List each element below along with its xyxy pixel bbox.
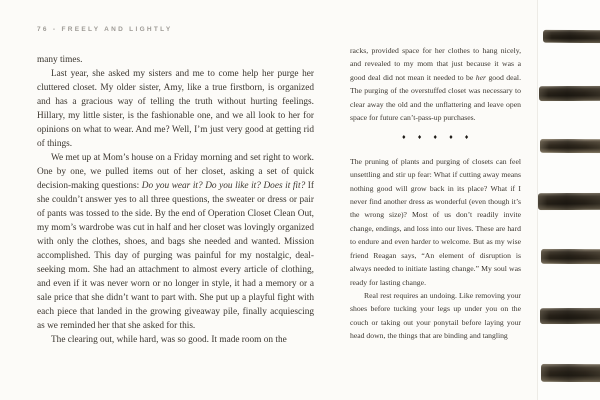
paragraph: Real rest requires an undoing. Like removing your shoes before tucking your legs up under you on the couch or taking out your ponytail before laying your head down, the things that are binding and tangling [350, 290, 521, 341]
brush-stroke [539, 86, 600, 101]
right-page [350, 44, 521, 343]
italic-questions: Do you wear it? Do you like it? Does it fit? [141, 181, 306, 191]
paragraph [37, 151, 314, 333]
paragraph: The pruning of plants and purging of closets can feel unsettling and stir up fear: What if cutting away means nothing good will grow back in its place? What if I never find another dress as wonderful (even though it’s the wrong size)? Most of us don’t readily invite change, endings, and loss into our lives. These are hard to endure and even harder to welcome. But as my wise friend Reagan says, “An element of disruption is always needed to initiate lasting change.” My soul was ready for lasting change. [350, 156, 521, 287]
paragraph: Last year, she asked my sisters and me to come help her purge her cluttered closet. My older sister, Amy, like a true firstborn, is organized and has a gracious way of telling the truth without hurting feelings. Hillary, my little sister, is the fashionable one, and we all look to her for opinions on what to wear. And me? Well, I’m just very good at getting rid of things. [37, 69, 314, 149]
brush-stroke [538, 193, 600, 210]
paragraph-text: We met up at Mom’s house on a Friday morning and set right to work. One by one, we pulled items out of her closet, asking a set of quick decision-making questions: [37, 153, 314, 191]
section-break-dots: ♦ ♦ ♦ ♦ ♦ [401, 135, 474, 142]
brush-stroke [540, 139, 600, 153]
brush-stroke [541, 249, 600, 264]
paragraph-text: If she couldn’t answer yes to all three questions, the sweater or dress or pair of pants was tossed to the side. By the end of Operation Closet Clean Out, my mom’s wardrobe was cut in half and her closet was lovingly organized with only the clothes, shoes, and bags she needed and wanted. Mission accomplished. This day of purging was painful for my nostalgic, deal-seeking mom. She had an attachment to almost every article of clothing, and even if it was never worn or no longer in style, it had a memory or a sale price that she didn’t want to part with. She put up a playful fight with each piece that landed in the growing giveaway pile, finally acquiescing as we reminded her that she asked for this. [37, 181, 314, 331]
brush-stroke [540, 308, 600, 324]
ink-brush-artwork [537, 0, 600, 400]
left-page [37, 53, 314, 347]
italic-her: her [475, 72, 486, 82]
paragraph-text: racks, provided space for her clothes to hang nicely, and revealed to my mom that just because it was a good deal did not mean it needed to be [350, 46, 521, 82]
paragraph-continuation: many times. [37, 55, 83, 65]
paragraph-text: good deal. The purging of the overstuffed closet was necessary to clear away the old and the unflattering and leave open space for future can’t-pass-up purchases. [350, 72, 521, 123]
brush-stroke [541, 364, 600, 382]
brush-stroke [543, 30, 600, 43]
paragraph [350, 44, 521, 124]
paragraph: The clearing out, while hard, was so good. It made room on the [51, 335, 287, 345]
running-header: 76 - FREELY AND LIGHTLY [37, 26, 173, 33]
